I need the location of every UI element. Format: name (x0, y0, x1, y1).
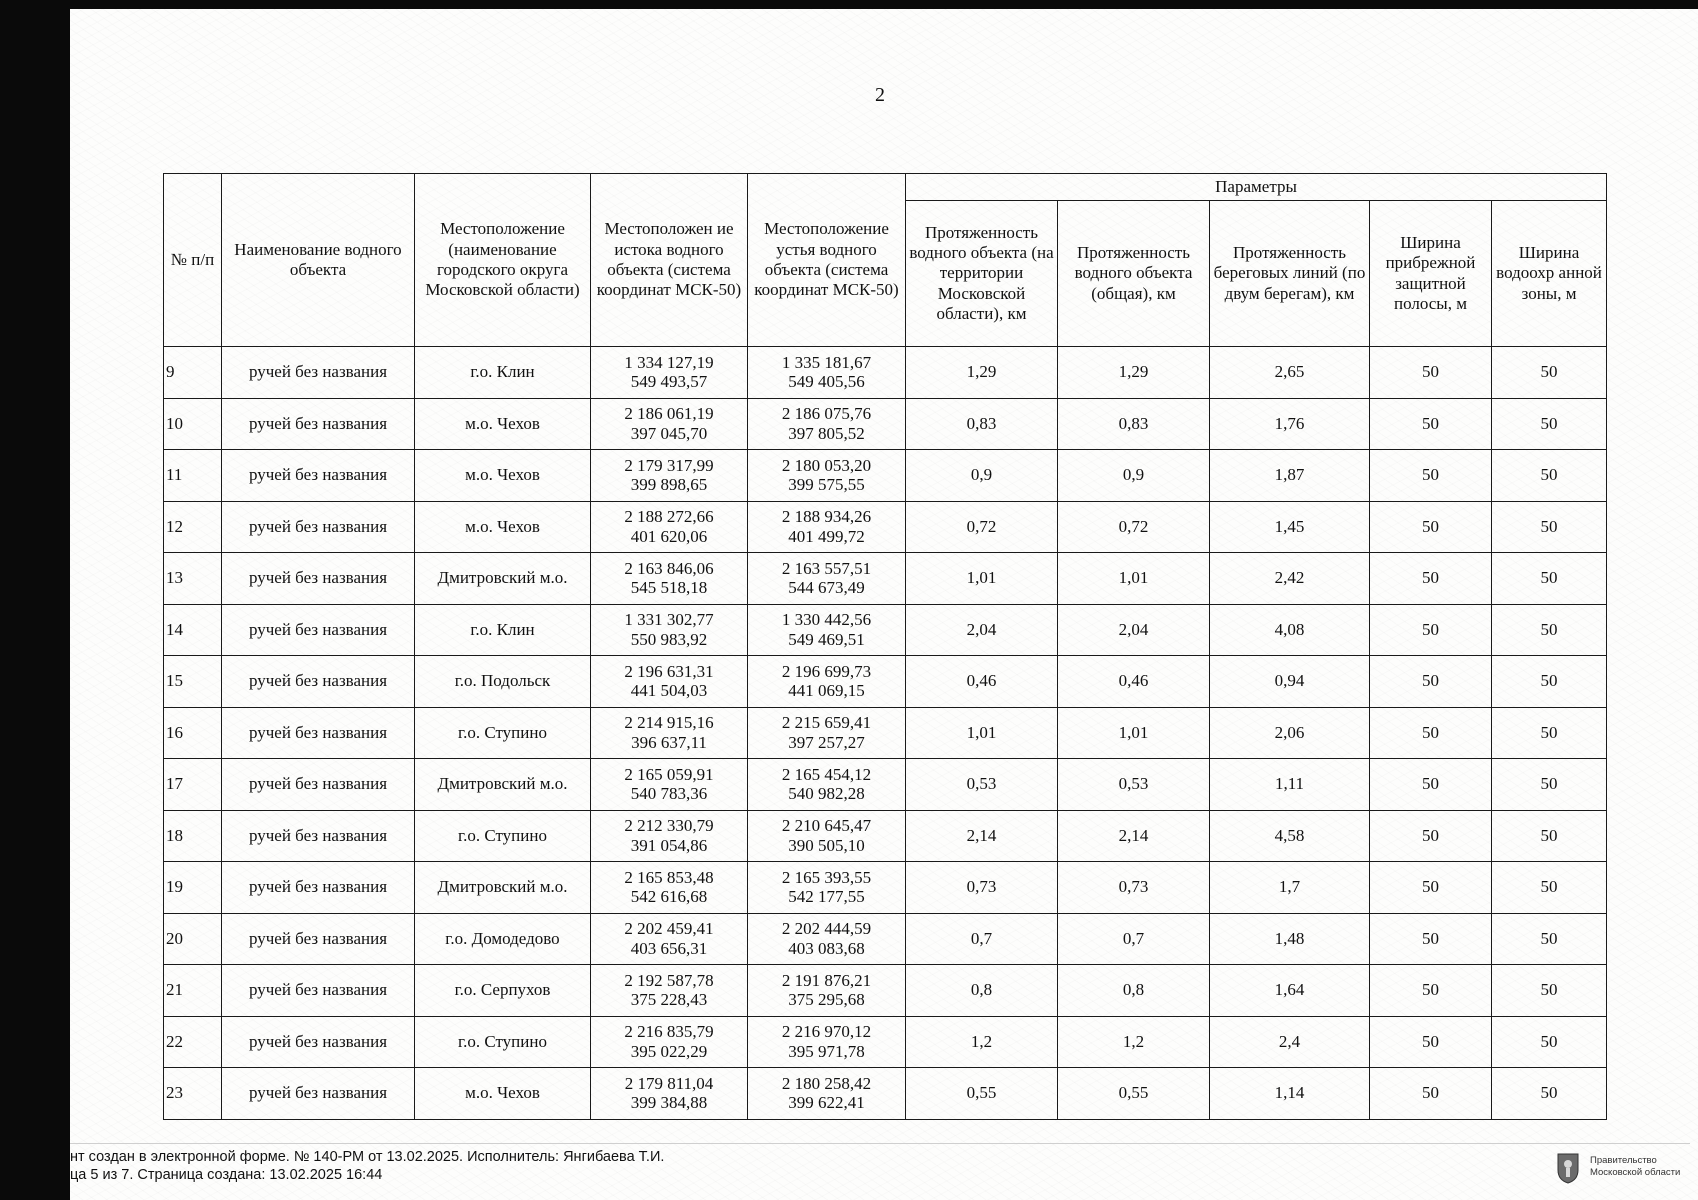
cell-source-coords-line-1: 1 331 302,77 (624, 610, 714, 630)
cell-mouth-coords (748, 707, 906, 759)
table-row (164, 604, 1607, 656)
cell-name: ручей без названия (222, 604, 415, 656)
cell-length-region: 0,83 (906, 398, 1058, 450)
cell-mouth-coords-line-1: 2 196 699,73 (781, 661, 872, 681)
cell-source-coords-line-2: 550 983,92 (630, 629, 708, 649)
cell-shore-length: 1,14 (1210, 1068, 1370, 1120)
cell-num: 15 (164, 656, 222, 708)
cell-name: ручей без названия (222, 1068, 415, 1120)
cell-coastal-strip: 50 (1370, 398, 1492, 450)
cell-num: 17 (164, 759, 222, 811)
cell-coastal-strip: 50 (1370, 707, 1492, 759)
document-footer (70, 1148, 664, 1184)
cell-num: 12 (164, 501, 222, 553)
table-row (164, 501, 1607, 553)
cell-protection-zone: 50 (1492, 604, 1607, 656)
cell-protection-zone: 50 (1492, 398, 1607, 450)
cell-location: г.о. Ступино (415, 810, 591, 862)
cell-name: ручей без названия (222, 398, 415, 450)
cell-mouth-coords-line-1: 2 188 934,26 (781, 507, 872, 527)
cell-protection-zone: 50 (1492, 862, 1607, 914)
cell-location: Дмитровский м.о. (415, 553, 591, 605)
cell-location: м.о. Чехов (415, 1068, 591, 1120)
cell-mouth-coords-line-1: 2 165 393,55 (781, 867, 872, 887)
cell-mouth-coords-line-1: 2 180 053,20 (781, 455, 872, 475)
header-coastal-strip: Ширина прибрежной защитной полосы, м (1370, 201, 1492, 347)
cell-length-region: 2,04 (906, 604, 1058, 656)
cell-source-coords-line-2: 549 493,57 (630, 372, 708, 392)
cell-mouth-coords (748, 862, 906, 914)
cell-mouth-coords-line-2: 544 673,49 (788, 578, 865, 598)
cell-coastal-strip: 50 (1370, 759, 1492, 811)
cell-coastal-strip: 50 (1370, 656, 1492, 708)
cell-source-coords-line-1: 2 196 631,31 (624, 661, 714, 681)
cell-name: ручей без названия (222, 347, 415, 399)
header-num: № п/п (164, 174, 222, 347)
cell-length-total: 1,2 (1058, 1016, 1210, 1068)
cell-protection-zone: 50 (1492, 965, 1607, 1017)
cell-mouth-coords-line-2: 375 295,68 (788, 990, 865, 1010)
cell-mouth-coords-line-1: 1 335 181,67 (781, 352, 872, 372)
cell-source-coords-line-2: 545 518,18 (630, 578, 708, 598)
cell-length-total: 0,7 (1058, 913, 1210, 965)
cell-mouth-coords-line-1: 2 216 970,12 (781, 1022, 872, 1042)
cell-mouth-coords (748, 553, 906, 605)
table-row (164, 810, 1607, 862)
cell-source-coords-line-1: 2 202 459,41 (624, 919, 714, 939)
cell-shore-length: 0,94 (1210, 656, 1370, 708)
cell-source-coords (591, 501, 748, 553)
cell-source-coords-line-2: 397 045,70 (630, 423, 708, 443)
cell-name: ручей без названия (222, 862, 415, 914)
header-mouth: Местоположение устья водного объекта (система координат МСК-50) (748, 174, 906, 347)
cell-protection-zone: 50 (1492, 1016, 1607, 1068)
cell-length-region: 0,72 (906, 501, 1058, 553)
cell-length-region: 0,7 (906, 913, 1058, 965)
cell-coastal-strip: 50 (1370, 965, 1492, 1017)
cell-source-coords-line-1: 2 179 811,04 (624, 1073, 714, 1093)
cell-mouth-coords (748, 1016, 906, 1068)
table-row (164, 759, 1607, 811)
cell-location: г.о. Ступино (415, 1016, 591, 1068)
cell-length-total: 2,14 (1058, 810, 1210, 862)
cell-length-region: 0,9 (906, 450, 1058, 502)
table-row (164, 707, 1607, 759)
cell-source-coords-line-1: 2 179 317,99 (624, 455, 714, 475)
table-row (164, 862, 1607, 914)
government-label (1590, 1155, 1680, 1179)
cell-location: м.о. Чехов (415, 450, 591, 502)
cell-mouth-coords-line-2: 390 505,10 (788, 835, 865, 855)
cell-coastal-strip: 50 (1370, 1068, 1492, 1120)
cell-shore-length: 4,08 (1210, 604, 1370, 656)
cell-source-coords (591, 1016, 748, 1068)
cell-shore-length: 1,11 (1210, 759, 1370, 811)
cell-source-coords-line-2: 395 022,29 (630, 1041, 708, 1061)
cell-length-total: 0,55 (1058, 1068, 1210, 1120)
cell-protection-zone: 50 (1492, 450, 1607, 502)
government-label-line-2: Московской области (1590, 1167, 1681, 1178)
cell-source-coords (591, 1068, 748, 1120)
cell-name: ручей без названия (222, 553, 415, 605)
cell-source-coords-line-1: 2 216 835,79 (624, 1022, 714, 1042)
cell-source-coords (591, 398, 748, 450)
cell-length-region: 0,8 (906, 965, 1058, 1017)
header-params: Параметры (906, 174, 1607, 201)
cell-source-coords-line-2: 401 620,06 (630, 526, 708, 546)
cell-num: 9 (164, 347, 222, 399)
cell-length-total: 0,83 (1058, 398, 1210, 450)
cell-mouth-coords-line-2: 397 805,52 (788, 423, 865, 443)
header-shore-length: Протяженность береговых линий (по двум берегам), км (1210, 201, 1370, 347)
cell-source-coords (591, 913, 748, 965)
cell-source-coords (591, 862, 748, 914)
cell-location: м.о. Чехов (415, 501, 591, 553)
table-row (164, 398, 1607, 450)
cell-length-total: 1,01 (1058, 707, 1210, 759)
cell-source-coords (591, 604, 748, 656)
cell-mouth-coords (748, 810, 906, 862)
cell-source-coords (591, 810, 748, 862)
cell-source-coords-line-1: 2 165 059,91 (624, 764, 714, 784)
cell-length-region: 1,29 (906, 347, 1058, 399)
cell-shore-length: 2,4 (1210, 1016, 1370, 1068)
cell-source-coords-line-2: 391 054,86 (630, 835, 708, 855)
cell-shore-length: 2,65 (1210, 347, 1370, 399)
cell-mouth-coords-line-1: 2 215 659,41 (781, 713, 872, 733)
cell-location: г.о. Домодедово (415, 913, 591, 965)
cell-mouth-coords-line-2: 403 083,68 (788, 938, 865, 958)
cell-protection-zone: 50 (1492, 656, 1607, 708)
cell-mouth-coords-line-1: 2 202 444,59 (781, 919, 872, 939)
cell-mouth-coords (748, 913, 906, 965)
cell-shore-length: 1,64 (1210, 965, 1370, 1017)
cell-length-region: 0,55 (906, 1068, 1058, 1120)
cell-num: 22 (164, 1016, 222, 1068)
cell-length-total: 1,29 (1058, 347, 1210, 399)
cell-source-coords-line-1: 1 334 127,19 (624, 352, 714, 372)
water-objects-table (163, 173, 1607, 1120)
header-source: Местоположен ие истока водного объекта (система координат МСК-50) (591, 174, 748, 347)
cell-source-coords (591, 347, 748, 399)
cell-length-total: 0,9 (1058, 450, 1210, 502)
cell-mouth-coords-line-2: 395 971,78 (788, 1041, 865, 1061)
government-label-line-1: Правительство (1590, 1155, 1657, 1166)
page-number: 2 (875, 84, 885, 106)
cell-protection-zone: 50 (1492, 707, 1607, 759)
cell-name: ручей без названия (222, 965, 415, 1017)
cell-num: 23 (164, 1068, 222, 1120)
cell-name: ручей без названия (222, 759, 415, 811)
cell-mouth-coords-line-2: 397 257,27 (788, 732, 865, 752)
cell-protection-zone: 50 (1492, 759, 1607, 811)
cell-shore-length: 4,58 (1210, 810, 1370, 862)
coat-of-arms-icon (1556, 1152, 1580, 1184)
cell-mouth-coords (748, 604, 906, 656)
cell-length-total: 1,01 (1058, 553, 1210, 605)
cell-protection-zone: 50 (1492, 347, 1607, 399)
cell-location: г.о. Серпухов (415, 965, 591, 1017)
cell-num: 21 (164, 965, 222, 1017)
cell-location: г.о. Клин (415, 347, 591, 399)
cell-shore-length: 1,76 (1210, 398, 1370, 450)
cell-length-total: 0,46 (1058, 656, 1210, 708)
cell-name: ручей без названия (222, 656, 415, 708)
scan-border-left (0, 0, 70, 1200)
table-row (164, 1016, 1607, 1068)
cell-location: Дмитровский м.о. (415, 862, 591, 914)
cell-coastal-strip: 50 (1370, 1016, 1492, 1068)
cell-coastal-strip: 50 (1370, 604, 1492, 656)
cell-source-coords (591, 707, 748, 759)
cell-name: ручей без названия (222, 501, 415, 553)
cell-coastal-strip: 50 (1370, 553, 1492, 605)
cell-name: ручей без названия (222, 1016, 415, 1068)
cell-length-region: 1,01 (906, 707, 1058, 759)
header-length-region: Протяженность водного объекта (на территории Московской области), км (906, 201, 1058, 347)
cell-shore-length: 1,87 (1210, 450, 1370, 502)
cell-location: г.о. Клин (415, 604, 591, 656)
cell-coastal-strip: 50 (1370, 501, 1492, 553)
cell-coastal-strip: 50 (1370, 450, 1492, 502)
cell-mouth-coords-line-2: 542 177,55 (788, 887, 865, 907)
cell-location: Дмитровский м.о. (415, 759, 591, 811)
cell-source-coords (591, 450, 748, 502)
cell-source-coords-line-2: 403 656,31 (630, 938, 708, 958)
cell-length-total: 0,73 (1058, 862, 1210, 914)
cell-source-coords (591, 759, 748, 811)
cell-protection-zone: 50 (1492, 913, 1607, 965)
cell-mouth-coords-line-1: 2 163 557,51 (781, 558, 872, 578)
cell-num: 10 (164, 398, 222, 450)
cell-source-coords-line-1: 2 163 846,06 (624, 558, 714, 578)
cell-mouth-coords (748, 501, 906, 553)
cell-source-coords-line-2: 399 898,65 (630, 475, 708, 495)
cell-source-coords-line-2: 375 228,43 (630, 990, 708, 1010)
cell-num: 20 (164, 913, 222, 965)
table-row (164, 450, 1607, 502)
cell-location: г.о. Подольск (415, 656, 591, 708)
cell-length-region: 1,2 (906, 1016, 1058, 1068)
cell-length-region: 0,53 (906, 759, 1058, 811)
cell-shore-length: 2,42 (1210, 553, 1370, 605)
footer-line-2: ца 5 из 7. Страница создана: 13.02.2025 16:44 (70, 1167, 383, 1183)
cell-source-coords-line-1: 2 212 330,79 (624, 816, 714, 836)
cell-mouth-coords (748, 965, 906, 1017)
cell-length-region: 0,46 (906, 656, 1058, 708)
cell-shore-length: 1,7 (1210, 862, 1370, 914)
cell-coastal-strip: 50 (1370, 913, 1492, 965)
cell-length-total: 0,8 (1058, 965, 1210, 1017)
cell-source-coords-line-2: 542 616,68 (630, 887, 708, 907)
cell-name: ручей без названия (222, 707, 415, 759)
cell-mouth-coords-line-2: 549 469,51 (788, 629, 865, 649)
table-row (164, 913, 1607, 965)
cell-protection-zone: 50 (1492, 810, 1607, 862)
cell-coastal-strip: 50 (1370, 347, 1492, 399)
cell-mouth-coords-line-1: 2 191 876,21 (781, 970, 872, 990)
cell-mouth-coords-line-2: 401 499,72 (788, 526, 865, 546)
cell-source-coords-line-1: 2 192 587,78 (624, 970, 714, 990)
cell-source-coords-line-2: 441 504,03 (630, 681, 708, 701)
cell-length-total: 0,53 (1058, 759, 1210, 811)
table-row (164, 965, 1607, 1017)
table-row (164, 1068, 1607, 1120)
cell-source-coords-line-1: 2 165 853,48 (624, 867, 714, 887)
header-name: Наименование водного объекта (222, 174, 415, 347)
table-row (164, 553, 1607, 605)
cell-name: ручей без названия (222, 810, 415, 862)
cell-mouth-coords-line-2: 399 622,41 (788, 1093, 865, 1113)
cell-mouth-coords (748, 347, 906, 399)
table-row (164, 347, 1607, 399)
cell-source-coords (591, 656, 748, 708)
footer-line-1: нт создан в электронной форме. № 140-РМ от 13.02.2025. Исполнитель: Янгибаева Т.И. (70, 1149, 665, 1165)
cell-source-coords-line-1: 2 188 272,66 (624, 507, 714, 527)
cell-num: 16 (164, 707, 222, 759)
cell-mouth-coords (748, 759, 906, 811)
header-protection-zone: Ширина водоохр анной зоны, м (1492, 201, 1607, 347)
cell-source-coords-line-1: 2 214 915,16 (624, 713, 714, 733)
cell-mouth-coords-line-1: 2 180 258,42 (781, 1073, 872, 1093)
scan-border-top (0, 0, 1698, 9)
cell-length-region: 2,14 (906, 810, 1058, 862)
footer-divider (70, 1143, 1690, 1144)
cell-shore-length: 2,06 (1210, 707, 1370, 759)
cell-length-total: 2,04 (1058, 604, 1210, 656)
cell-shore-length: 1,48 (1210, 913, 1370, 965)
cell-mouth-coords-line-2: 540 982,28 (788, 784, 865, 804)
cell-mouth-coords-line-1: 2 186 075,76 (781, 404, 872, 424)
cell-name: ручей без названия (222, 913, 415, 965)
cell-coastal-strip: 50 (1370, 810, 1492, 862)
cell-source-coords-line-2: 540 783,36 (630, 784, 708, 804)
cell-source-coords (591, 965, 748, 1017)
cell-mouth-coords-line-2: 549 405,56 (788, 372, 865, 392)
cell-coastal-strip: 50 (1370, 862, 1492, 914)
cell-mouth-coords-line-2: 399 575,55 (788, 475, 865, 495)
cell-length-region: 0,73 (906, 862, 1058, 914)
header-location: Местоположение (наименование городского округа Московской области) (415, 174, 591, 347)
cell-location: г.о. Ступино (415, 707, 591, 759)
cell-mouth-coords-line-1: 2 210 645,47 (781, 816, 872, 836)
cell-source-coords-line-2: 396 637,11 (631, 732, 707, 752)
cell-length-total: 0,72 (1058, 501, 1210, 553)
cell-mouth-coords-line-1: 2 165 454,12 (781, 764, 872, 784)
cell-num: 19 (164, 862, 222, 914)
table-body (164, 347, 1607, 1120)
cell-num: 13 (164, 553, 222, 605)
cell-mouth-coords (748, 1068, 906, 1120)
cell-num: 18 (164, 810, 222, 862)
cell-protection-zone: 50 (1492, 501, 1607, 553)
cell-num: 14 (164, 604, 222, 656)
cell-num: 11 (164, 450, 222, 502)
cell-mouth-coords (748, 398, 906, 450)
cell-protection-zone: 50 (1492, 553, 1607, 605)
cell-mouth-coords (748, 656, 906, 708)
cell-source-coords-line-2: 399 384,88 (630, 1093, 708, 1113)
cell-protection-zone: 50 (1492, 1068, 1607, 1120)
cell-length-region: 1,01 (906, 553, 1058, 605)
cell-source-coords-line-1: 2 186 061,19 (624, 404, 714, 424)
cell-name: ручей без названия (222, 450, 415, 502)
cell-mouth-coords-line-1: 1 330 442,56 (781, 610, 872, 630)
cell-mouth-coords-line-2: 441 069,15 (788, 681, 865, 701)
table-row (164, 656, 1607, 708)
cell-location: м.о. Чехов (415, 398, 591, 450)
cell-mouth-coords (748, 450, 906, 502)
cell-shore-length: 1,45 (1210, 501, 1370, 553)
header-length-total: Протяженность водного объекта (общая), км (1058, 201, 1210, 347)
cell-source-coords (591, 553, 748, 605)
